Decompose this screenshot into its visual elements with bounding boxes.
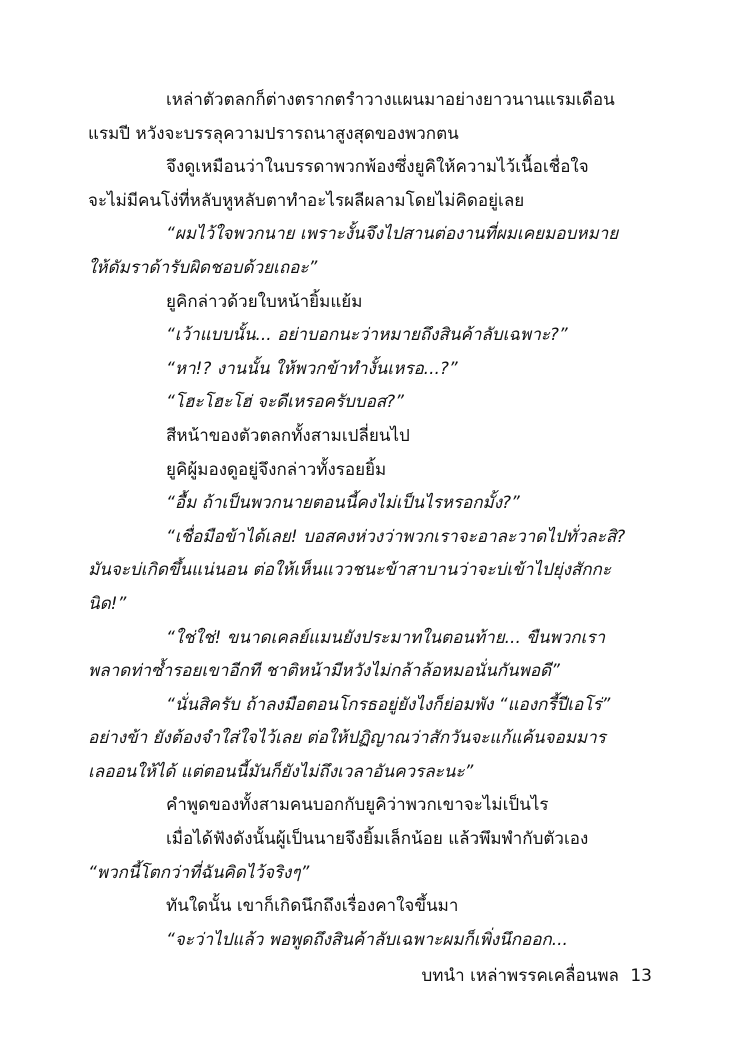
narration-line: คำพูดของทั้งสามคนบอกกับยูคิว่าพวกเขาจะไม่เป็นไร xyxy=(166,795,549,816)
dialogue-line: พลาดท่าซ้ำรอยเขาอีกที ชาติหน้ามีหวังไม่กล้าล้อหมอนั่นกันพอดี” xyxy=(88,661,560,682)
dialogue-line: “จะว่าไปแล้ว พอพูดถึงสินค้าลับเฉพาะผมก็เพิ่งนึกออก... xyxy=(166,929,568,950)
narration-line: สีหน้าของตัวตลกทั้งสามเปลี่ยนไป xyxy=(166,425,410,446)
dialogue-line: “ใช่ใช่! ขนาดเคลย์แมนยังประมาทในตอนท้าย... ขืนพวกเรา xyxy=(166,627,606,648)
page-footer xyxy=(422,962,653,989)
dialogue-line: “โฮะโฮะโฮ่ จะดีเหรอครับบอส?” xyxy=(166,392,404,413)
dialogue-line: นิด!” xyxy=(88,593,127,614)
page-number: 13 xyxy=(630,966,652,986)
chapter-title: บทนำ เหล่าพรรคเคลื่อนพล xyxy=(421,966,619,986)
dialogue-line: มันจะบ่เกิดขึ้นแน่นอน ต่อให้เห็นแววชนะข้าสาบานว่าจะบ่เข้าไปยุ่งสักกะ xyxy=(88,560,611,581)
dialogue-line: “อื้ม ถ้าเป็นพวกนายตอนนี้คงไม่เป็นไรหรอกมั้ง?” xyxy=(166,493,520,514)
narration-line: จะไม่มีคนโง่ที่หลับหูหลับตาทำอะไรผลีผลามโดยไม่คิดอยู่เลย xyxy=(88,190,525,211)
dialogue-line: “หา!? งานนั้น ให้พวกข้าทำงั้นเหรอ...?” xyxy=(166,358,458,379)
dialogue-line: อย่างข้า ยังต้องจำใส่ใจไว้เลย ต่อให้ปฏิญาณว่าสักวันจะแก้แค้นจอมมาร xyxy=(88,728,606,749)
dialogue-line: “เว้าแบบนั้น... อย่าบอกนะว่าหมายถึงสินค้าลับเฉพาะ?” xyxy=(166,325,568,346)
narration-line: เหล่าตัวตลกก็ต่างตรากตรำวางแผนมาอย่างยาวนานแรมเดือน xyxy=(166,90,615,110)
narration-line: เมื่อได้ฟังดังนั้นผู้เป็นนายจึงยิ้มเล็กน้อย แล้วพึมพำกับตัวเอง xyxy=(166,829,589,850)
dialogue-line: “นั่นสิครับ ถ้าลงมือตอนโกรธอยู่ยังไงก็ย่อมพัง “แองกรี้ปีเอโร่” xyxy=(166,694,611,715)
dialogue-line: “เชื่อมือข้าได้เลย! บอสคงห่วงว่าพวกเราจะอาละวาดไปทั่วละสิ? xyxy=(166,526,626,547)
dialogue-line: “พวกนี้โตกว่าที่ฉันคิดไว้จริงๆ” xyxy=(88,862,310,883)
narration-line: ยูคิผู้มองดูอยู่จึงกล่าวทั้งรอยยิ้ม xyxy=(166,459,387,480)
narration-line: แรมปี หวังจะบรรลุความปรารถนาสูงสุดของพวกตน xyxy=(88,123,459,144)
narration-line: ยูคิกล่าวด้วยใบหน้ายิ้มแย้ม xyxy=(166,291,363,312)
narration-line: จึงดูเหมือนว่าในบรรดาพวกพ้องซึ่งยูคิให้ความไว้เนื้อเชื่อใจ xyxy=(166,157,589,178)
dialogue-line: ให้ดัมราด้ารับผิดชอบด้วยเถอะ” xyxy=(88,257,318,278)
dialogue-line: เลออนให้ได้ แต่ตอนนี้มันก็ยังไม่ถึงเวลาอันควรละนะ” xyxy=(88,761,474,782)
body-text xyxy=(88,84,653,957)
narration-line: ทันใดนั้น เขาก็เกิดนึกถึงเรื่องคาใจขึ้นมา xyxy=(166,896,459,917)
dialogue-line: “ผมไว้ใจพวกนาย เพราะงั้นจึงไปสานต่องานที่ผมเคยมอบหมาย xyxy=(166,224,619,245)
